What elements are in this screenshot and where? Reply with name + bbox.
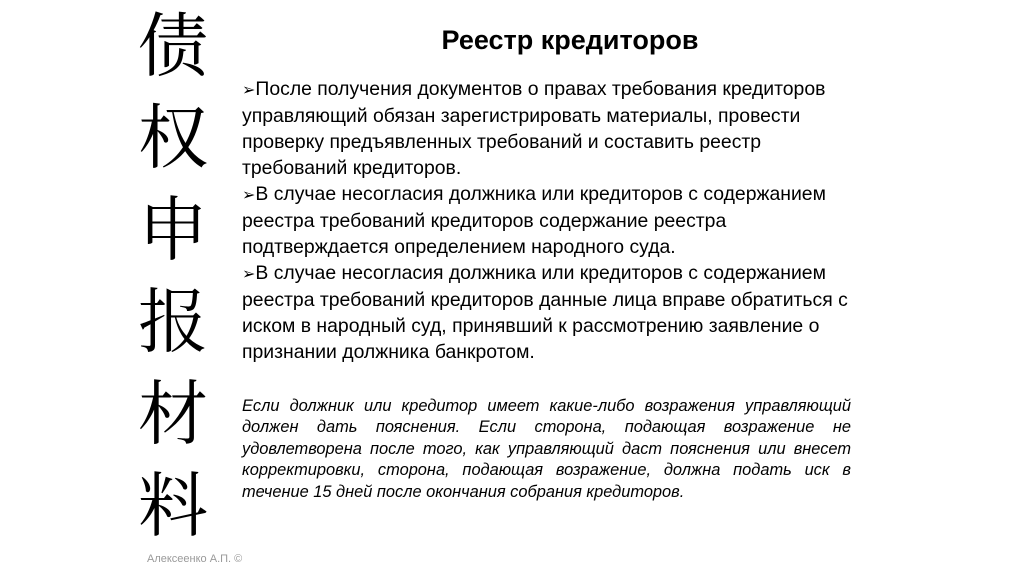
vertical-char: 权 — [138, 97, 208, 179]
vertical-char: 报 — [138, 281, 208, 363]
bullet-text: После получения документов о правах требования кредиторов управляющий обязан зарегистрировать материалы, провести проверку предъявленных требований и составить реестр требований кредиторов. — [242, 78, 826, 179]
vertical-title — [128, 0, 218, 560]
bullet-text: В случае несогласия должника или кредиторов с содержанием реестра требований кредиторов содержание реестра подтверждается определением народного суда. — [242, 183, 826, 258]
slide-title: Реестр кредиторов — [441, 25, 699, 55]
bullet-list — [242, 76, 862, 365]
bullet-item — [242, 76, 862, 181]
author-footer: Алексеенко А.П. © — [147, 553, 243, 565]
vertical-char: 债 — [138, 5, 208, 87]
vertical-char: 申 — [138, 189, 208, 271]
italic-note: Если должник или кредитор имеет какие-либо возражения управляющий должен дать пояснения. Если сторона, подающая возражение не удовлетворена после того, как управляющий даст пояснения или внесет корректировки, сторона, подающая возражение, должна подать иск в течение 15 дней после окончания собрания кредиторов. — [242, 397, 851, 501]
vertical-char: 材 — [138, 373, 208, 455]
bullet-item — [242, 260, 862, 365]
vertical-char: 料 — [138, 465, 208, 547]
bullet-item — [242, 181, 862, 260]
bullet-text: В случае несогласия должника или кредиторов с содержанием реестра требований кредиторов данные лица вправе обратиться с иском в народный суд, принявший к рассмотрению заявление о признании должника банкротом. — [242, 262, 848, 363]
arrow-bullet-icon: ➢ — [242, 264, 256, 283]
arrow-bullet-icon: ➢ — [242, 80, 256, 99]
arrow-bullet-icon: ➢ — [242, 185, 256, 204]
